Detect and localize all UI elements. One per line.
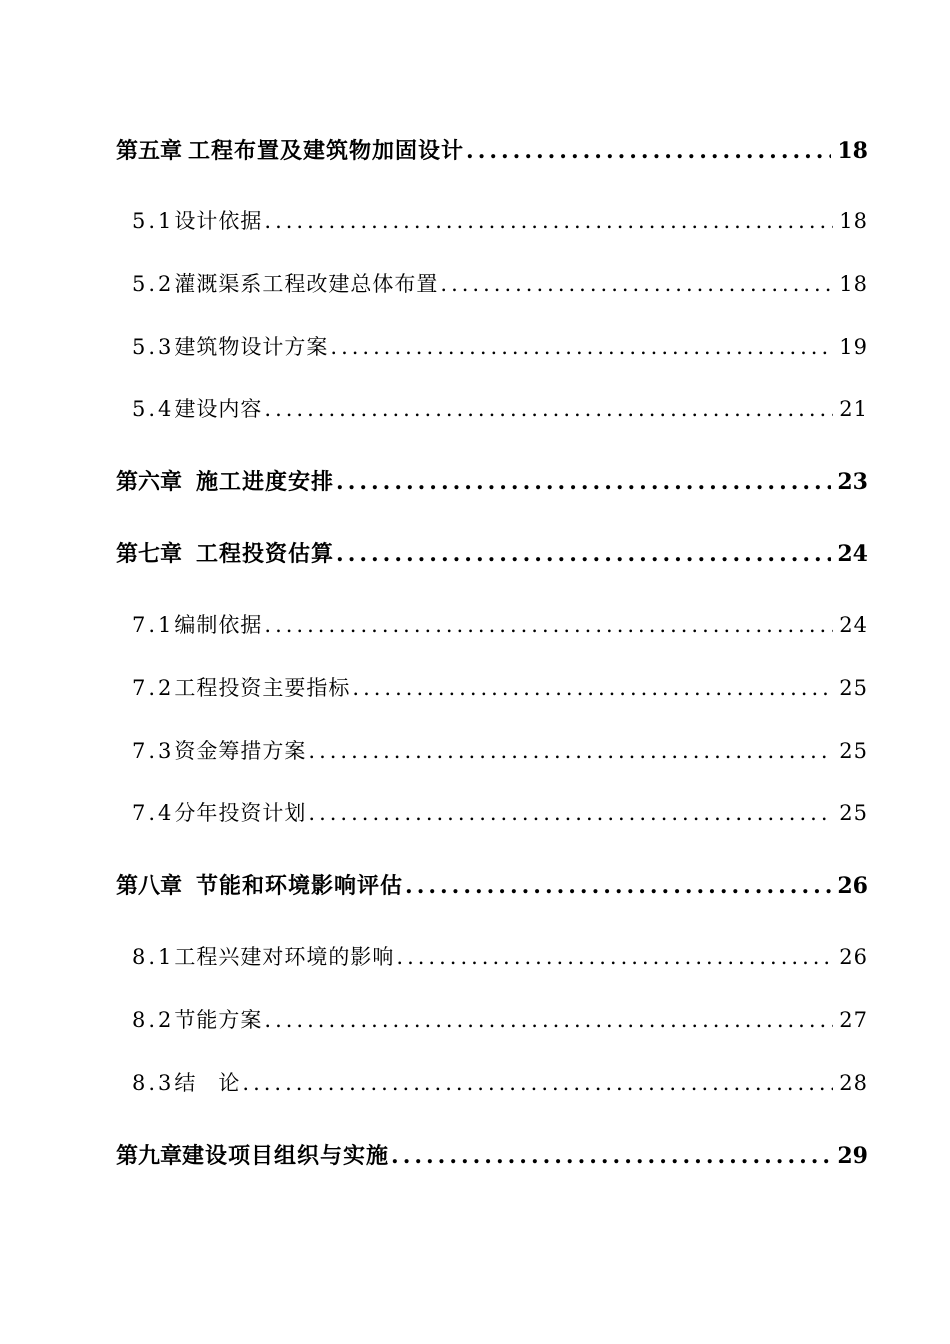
toc-dot-leader bbox=[352, 676, 833, 700]
toc-entry-section-5-2[interactable] bbox=[132, 268, 868, 298]
toc-entry-page: 25 bbox=[839, 801, 868, 825]
toc-dot-leader bbox=[336, 541, 831, 567]
toc-entry-title: 工程投资主要指标 bbox=[174, 676, 351, 700]
toc-dot-leader bbox=[264, 397, 833, 421]
toc-entry-number: 5.3 bbox=[132, 335, 175, 359]
toc-entry-page: 18 bbox=[839, 272, 868, 296]
toc-dot-leader bbox=[391, 1143, 831, 1169]
toc-entry-page: 25 bbox=[839, 739, 868, 763]
toc-entry-title: 建设内容 bbox=[174, 397, 263, 421]
toc-entry-page: 18 bbox=[839, 209, 868, 233]
toc-entry-title: 灌溉渠系工程改建总体布置 bbox=[174, 272, 439, 296]
toc-entry-page: 23 bbox=[837, 469, 868, 495]
toc-entry-page: 27 bbox=[839, 1008, 868, 1032]
toc-entry-section-5-3[interactable] bbox=[132, 331, 868, 361]
toc-entry-section-7-1[interactable] bbox=[132, 609, 868, 639]
toc-dot-leader bbox=[308, 801, 833, 825]
toc-dot-leader bbox=[336, 469, 831, 495]
toc-entry-title: 工程兴建对环境的影响 bbox=[174, 945, 395, 969]
toc-entry-number: 第七章 bbox=[116, 541, 183, 567]
toc-entry-number: 8.1 bbox=[132, 945, 175, 969]
toc-entry-section-7-3[interactable] bbox=[132, 735, 868, 765]
toc-entry-number: 第九章 bbox=[116, 1143, 183, 1169]
toc-entry-page: 28 bbox=[839, 1071, 868, 1095]
toc-entry-page: 29 bbox=[837, 1143, 868, 1169]
toc-entry-number: 7.3 bbox=[132, 739, 175, 763]
toc-entry-page: 19 bbox=[839, 335, 868, 359]
toc-entry-number: 5.1 bbox=[132, 209, 175, 233]
toc-entry-section-5-4[interactable] bbox=[132, 393, 868, 423]
toc-dot-leader bbox=[308, 739, 833, 763]
toc-entry-page: 26 bbox=[837, 873, 868, 899]
toc-dot-leader bbox=[264, 613, 833, 637]
toc-dot-leader bbox=[405, 873, 831, 899]
toc-entry-page: 18 bbox=[837, 138, 868, 164]
toc-entry-section-7-2[interactable] bbox=[132, 672, 868, 702]
toc-entry-number: 第八章 bbox=[116, 873, 183, 899]
toc-entry-number: 第五章 bbox=[116, 138, 183, 164]
toc-entry-title: 编制依据 bbox=[174, 613, 263, 637]
toc-entry-chapter-6[interactable] bbox=[116, 465, 868, 495]
toc-entry-title: 建设项目组织与实施 bbox=[182, 1143, 390, 1169]
toc-entry-page: 25 bbox=[839, 676, 868, 700]
toc-entry-section-7-4[interactable] bbox=[132, 797, 868, 827]
toc-entry-number: 8.3 bbox=[132, 1071, 175, 1095]
toc-entry-title: 工程投资估算 bbox=[196, 541, 335, 567]
toc-entry-section-5-1[interactable] bbox=[132, 205, 868, 235]
toc-entry-number: 5.4 bbox=[132, 397, 175, 421]
toc-entry-chapter-9[interactable] bbox=[116, 1139, 868, 1169]
toc-entry-title: 建筑物设计方案 bbox=[174, 335, 329, 359]
toc-dot-leader bbox=[396, 945, 833, 969]
toc-entry-page: 24 bbox=[837, 541, 868, 567]
toc-entry-section-8-1[interactable] bbox=[132, 941, 868, 971]
toc-entry-title: 分年投资计划 bbox=[174, 801, 307, 825]
toc-dot-leader bbox=[264, 1008, 833, 1032]
toc-entry-page: 26 bbox=[839, 945, 868, 969]
toc-entry-number: 7.2 bbox=[132, 676, 175, 700]
toc-dot-leader bbox=[466, 138, 831, 164]
toc-dot-leader bbox=[330, 335, 833, 359]
toc-dot-leader bbox=[264, 209, 833, 233]
toc-entry-number: 7.4 bbox=[132, 801, 175, 825]
toc-entry-number: 5.2 bbox=[132, 272, 175, 296]
toc-dot-leader bbox=[440, 272, 833, 296]
toc-dot-leader bbox=[242, 1071, 833, 1095]
toc-entry-chapter-7[interactable] bbox=[116, 537, 868, 567]
toc-entry-title: 工程布置及建筑物加固设计 bbox=[188, 138, 465, 164]
toc-entry-page: 21 bbox=[839, 397, 868, 421]
toc-entry-title: 节能方案 bbox=[174, 1008, 263, 1032]
toc-entry-title: 施工进度安排 bbox=[196, 469, 335, 495]
toc-entry-number: 7.1 bbox=[132, 613, 175, 637]
toc-entry-title: 节能和环境影响评估 bbox=[196, 873, 404, 899]
toc-entry-section-8-3[interactable] bbox=[132, 1067, 868, 1097]
toc-entry-page: 24 bbox=[839, 613, 868, 637]
toc-entry-number: 8.2 bbox=[132, 1008, 175, 1032]
toc-entry-section-8-2[interactable] bbox=[132, 1004, 868, 1034]
toc-entry-title: 结 论 bbox=[174, 1071, 241, 1095]
toc-entry-title: 资金筹措方案 bbox=[174, 739, 307, 763]
toc-entry-title: 设计依据 bbox=[174, 209, 263, 233]
toc-entry-chapter-8[interactable] bbox=[116, 869, 868, 899]
toc-entry-chapter-5[interactable] bbox=[116, 134, 868, 164]
toc-entry-number: 第六章 bbox=[116, 469, 183, 495]
